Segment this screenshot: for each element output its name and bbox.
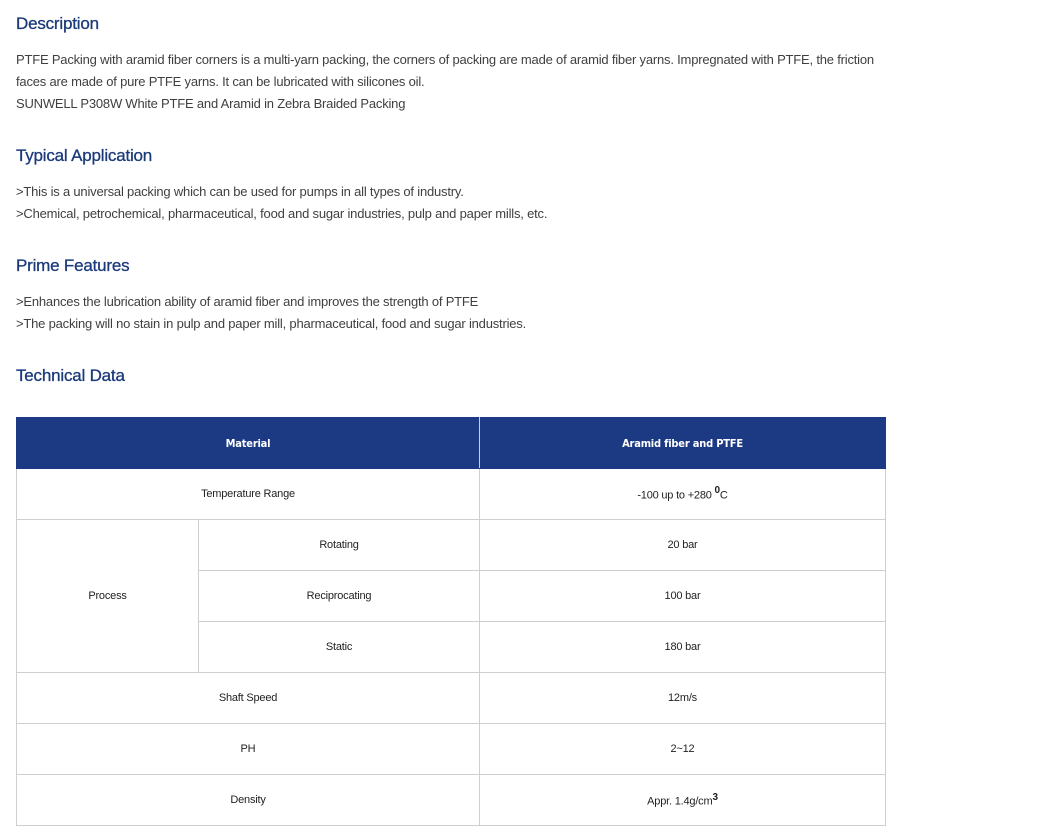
- description-line: SUNWELL P308W White PTFE and Aramid in Zebra Braided Packing: [16, 96, 406, 111]
- temperature-label: Temperature Range: [17, 469, 480, 520]
- cube-sup: 3: [712, 792, 718, 804]
- description-line: faces are made of pure PTFE yarns. It can be lubricated with silicones oil.: [16, 74, 425, 89]
- degree-sup: 0: [714, 485, 720, 497]
- density-value-text: Appr. 1.4g/cm: [647, 795, 713, 808]
- process-reciprocating-label: Reciprocating: [199, 571, 480, 622]
- application-line: >This is a universal packing which can be used for pumps in all types of industry.: [16, 184, 464, 199]
- header-material-label: Material: [17, 418, 480, 469]
- table-row: [17, 520, 886, 571]
- application-line: >Chemical, petrochemical, pharmaceutical, food and sugar industries, pulp and paper mills, etc.: [16, 206, 548, 221]
- table-row: [17, 673, 886, 724]
- application-heading: Typical Application: [16, 146, 153, 165]
- table-header-row: [17, 418, 886, 469]
- shaft-speed-value: 12m/s: [480, 673, 886, 724]
- features-body: [16, 291, 526, 335]
- table-row: [17, 469, 886, 520]
- shaft-speed-label: Shaft Speed: [17, 673, 480, 724]
- process-reciprocating-value: 100 bar: [480, 571, 886, 622]
- description-body: [16, 49, 916, 115]
- process-rotating-value: 20 bar: [480, 520, 886, 571]
- temperature-value: [480, 469, 886, 520]
- process-rotating-label: Rotating: [199, 520, 480, 571]
- temperature-unit: C: [719, 489, 728, 502]
- description-line: PTFE Packing with aramid fiber corners is a multi-yarn packing, the corners of packing are made of aramid fiber yarns. Impregnated with PTFE, the friction: [16, 52, 874, 67]
- header-material-value: Aramid fiber and PTFE: [480, 418, 886, 469]
- ph-value: 2~12: [480, 724, 886, 775]
- temperature-value-text: -100 up to +280: [637, 489, 715, 502]
- application-body: [16, 181, 547, 225]
- process-static-value: 180 bar: [480, 622, 886, 673]
- process-label: Process: [17, 520, 199, 673]
- feature-line: >Enhances the lubrication ability of aramid fiber and improves the strength of PTFE: [16, 294, 479, 309]
- technical-heading: Technical Data: [16, 366, 125, 385]
- description-heading: Description: [16, 14, 99, 33]
- process-static-label: Static: [199, 622, 480, 673]
- table-row: [17, 724, 886, 775]
- technical-data-table: [16, 417, 886, 826]
- table-row: [17, 775, 886, 826]
- features-heading: Prime Features: [16, 256, 130, 275]
- density-label: Density: [17, 775, 480, 826]
- density-value: [480, 775, 886, 826]
- feature-line: >The packing will no stain in pulp and paper mill, pharmaceutical, food and sugar industries.: [16, 316, 527, 331]
- ph-label: PH: [17, 724, 480, 775]
